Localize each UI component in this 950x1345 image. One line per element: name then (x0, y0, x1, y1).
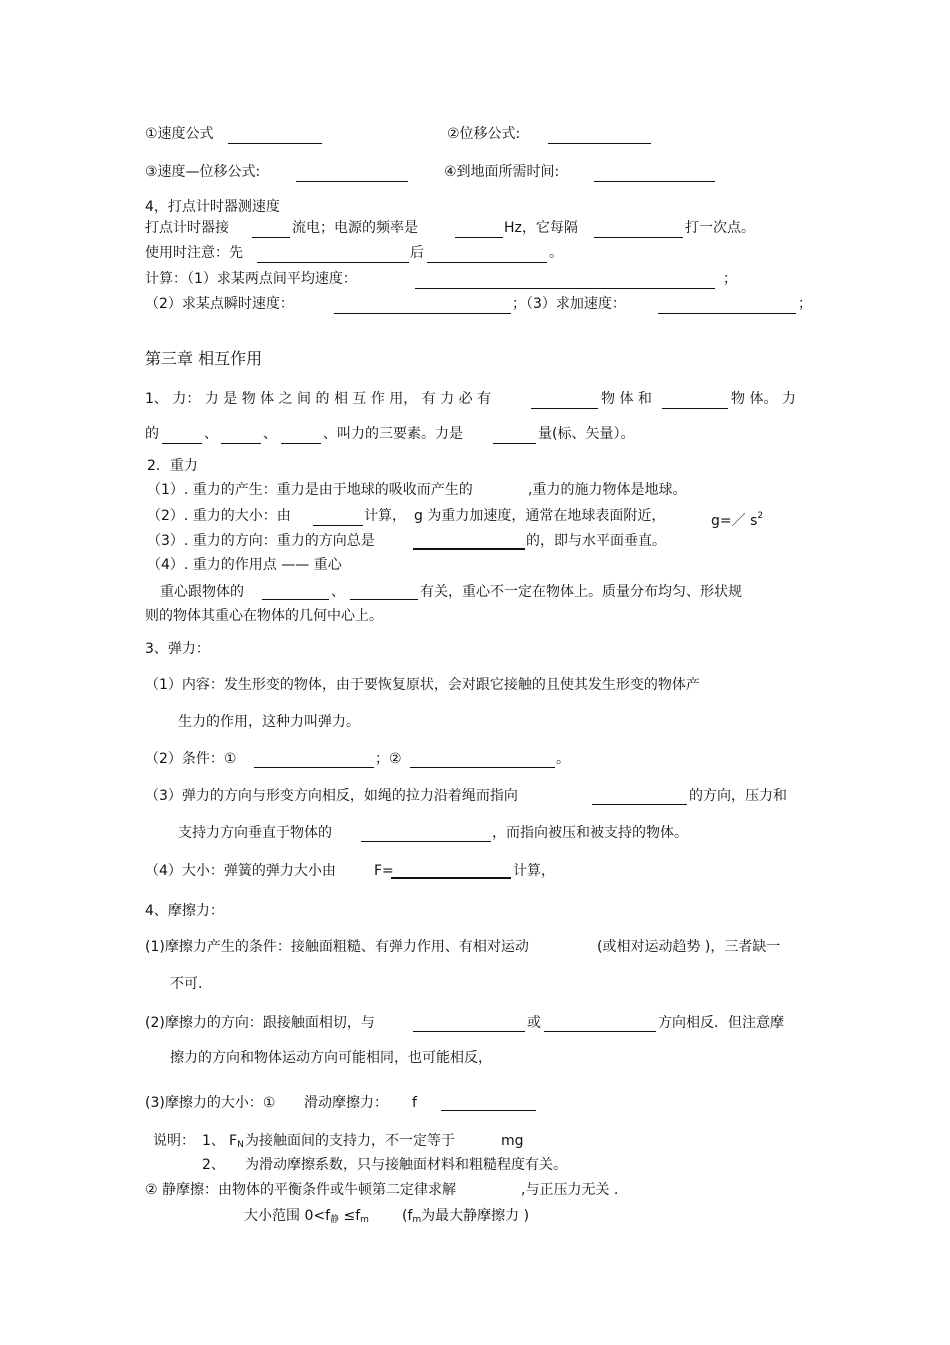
timer-current: 流电；电源的频率是 (292, 220, 418, 236)
timer-connect: 打点计时器接 (145, 220, 229, 236)
timer-accel-semicolon: ； (798, 296, 812, 312)
friction-dir-blank-1 (413, 1031, 525, 1032)
gravity-size-calc: 计算， (364, 508, 406, 524)
friction-heading: 4、摩擦力： (145, 903, 224, 919)
friction-static-tail: ,与正压力无关 . (521, 1182, 619, 1198)
friction-dir-or: 或 (527, 1015, 541, 1031)
gravity-size-blank (313, 525, 363, 526)
friction-static-lead: ② 静摩擦：由物体的平衡条件或牛顿第二定律求解 (145, 1182, 456, 1198)
velocity-displacement-label: ③速度—位移公式: (145, 164, 261, 180)
elastic-dir-1: （3）弹力的方向与形变方向相反，如绳的拉力沿着绳而指向 (145, 788, 518, 804)
timer-avg-blank (415, 288, 715, 289)
elastic-size-lead: （4）大小：弹簧的弹力大小由 (145, 863, 336, 879)
elastic-content-2: 生力的作用，这种力叫弹力。 (178, 714, 360, 730)
elastic-dir-blank-1 (592, 804, 687, 805)
gravity-center-line2: 则的物体其重心在物体的几何中心上。 (145, 608, 383, 624)
timer-dot-once: 打一次点。 (685, 220, 755, 236)
timer-frequency-blank (455, 237, 503, 238)
friction-cond-1-tail: (或相对运动趋势 )，三者缺一 (597, 939, 781, 955)
elastic-cond-end: 。 (556, 751, 570, 767)
gravity-center-lead: 重心跟物体的 (160, 584, 244, 600)
elastic-cond-mid: ；② (375, 751, 402, 767)
elastic-dir-2-tail: ，而指向被压和被支持的物体。 (492, 825, 688, 841)
timer-instant-blank (334, 313, 511, 314)
gravity-center-blank-2 (350, 599, 418, 600)
gravity-center-comma: 、 (331, 584, 345, 600)
gravity-size-lead: （2）. 重力的大小：由 (147, 508, 291, 524)
displacement-formula-label: ②位移公式: (447, 126, 521, 142)
timer-current-blank (252, 237, 290, 238)
gravity-direction-blank (413, 548, 525, 550)
gravity-center-tail: 有关，重心不一定在物体上。质量分布均匀、形状规 (420, 584, 742, 600)
velocity-displacement-blank (296, 181, 408, 182)
gravity-center-blank-1 (262, 599, 329, 600)
chapter-title: 第三章 相互作用 (145, 349, 263, 368)
elastic-heading: 3、弹力： (145, 641, 210, 657)
timer-calc-instant: （2）求某点瞬时速度： (145, 296, 294, 312)
elastic-cond-lead: （2）条件：① (145, 751, 237, 767)
force-element-blank-2 (221, 443, 261, 444)
gravity-g-desc: g 为重力加速度，通常在地球表面附近， (414, 508, 666, 524)
friction-size-lead: (3)摩擦力的大小：① (145, 1095, 276, 1111)
timer-heading: 4，打点计时器测速度 (145, 199, 280, 215)
gravity-g-value: g=／ $s^2$ (711, 511, 764, 529)
force-comma-1: 、 (204, 426, 218, 442)
timer-after-blank (427, 262, 547, 263)
force-of: 的 (145, 426, 159, 442)
elastic-size-f: F= (374, 863, 394, 879)
friction-range-note: ($f_m$为最大静摩擦力 ) (402, 1208, 530, 1225)
friction-dir-1-tail: 方向相反．但注意摩 (658, 1015, 784, 1031)
force-object-blank-2 (662, 408, 728, 409)
gravity-origin-tail: ,重力的施力物体是地球。 (528, 482, 687, 498)
friction-note-label: 说明： (153, 1133, 195, 1149)
elastic-dir-2: 支持力方向垂直于物体的 (178, 825, 332, 841)
friction-note-2-text: 为滑动摩擦系数，只与接触面材料和粗糙程度有关。 (245, 1157, 567, 1173)
elastic-size-tail: 计算， (513, 863, 555, 879)
elastic-content-1: （1）内容：发生形变的物体，由于要恢复原状，会对跟它接触的且使其发生形变的物体产 (145, 677, 700, 693)
friction-cond-1: (1)摩擦力产生的条件：接触面粗糙、有弹力作用、有相对运动 (145, 939, 529, 955)
timer-note-first: 使用时注意：先 (145, 245, 243, 261)
elastic-size-blank (391, 877, 511, 879)
force-object-and: 物 体 和 (601, 391, 652, 407)
friction-dir-blank-2 (544, 1031, 656, 1032)
elastic-dir-1-tail: 的方向，压力和 (689, 788, 787, 804)
time-to-ground-blank (594, 181, 715, 182)
force-object-blank-1 (531, 408, 598, 409)
force-quantity: 量(标、矢量）。 (538, 426, 635, 442)
friction-cond-2: 不可. (170, 976, 203, 992)
friction-note-2-num: 2、 (202, 1157, 225, 1173)
friction-range: 大小范围 $0<f_静 \le f_m$ (244, 1208, 369, 1225)
velocity-formula-label: ①速度公式 (145, 126, 214, 142)
elastic-dir-blank-2 (361, 841, 491, 842)
force-three-elements: 、叫力的三要素。力是 (323, 426, 463, 442)
displacement-formula-blank (548, 143, 651, 144)
timer-first-blank (257, 262, 409, 263)
force-element-blank-3 (281, 443, 321, 444)
elastic-cond-blank-2 (410, 767, 555, 768)
elastic-cond-blank-1 (254, 767, 374, 768)
force-comma-2: 、 (263, 426, 277, 442)
friction-note-1-text: 为接触面间的支持力，不一定等于 (245, 1133, 455, 1149)
timer-note-after: 后 (410, 245, 424, 261)
gravity-origin: （1）. 重力的产生：重力是由于地球的吸收而产生的 (147, 482, 473, 498)
timer-interval-blank (594, 237, 683, 238)
gravity-direction: （3）. 重力的方向：重力的方向总是 (147, 533, 375, 549)
friction-note-1-mg: mg (501, 1133, 524, 1149)
friction-sliding-blank (441, 1110, 536, 1111)
friction-note-1-fn: $F_N$ (229, 1133, 244, 1150)
time-to-ground-label: ④到地面所需时间: (444, 164, 560, 180)
force-element-blank-1 (162, 443, 202, 444)
timer-note-period: 。 (549, 245, 563, 261)
gravity-heading: 2．重力 (147, 458, 198, 474)
friction-dir-1: (2)摩擦力的方向：跟接触面相切，与 (145, 1015, 375, 1031)
timer-calc-avg: 计算：（1）求某两点间平均速度： (145, 271, 357, 287)
friction-f-symbol: f (412, 1095, 417, 1111)
friction-sliding: 滑动摩擦力： (304, 1095, 388, 1111)
timer-accel-blank (658, 313, 796, 314)
friction-dir-2: 擦力的方向和物体运动方向可能相同，也可能相反， (170, 1050, 492, 1066)
force-lead: 1、 力： 力 是 物 体 之 间 的 相 互 作 用， 有 力 必 有 (145, 391, 492, 407)
timer-hz: Hz，它每隔 (504, 220, 578, 236)
gravity-point: （4）. 重力的作用点 —— 重心 (147, 557, 342, 573)
velocity-formula-blank (228, 143, 322, 144)
timer-avg-semicolon: ； (723, 271, 737, 287)
timer-calc-accel: ；（3）求加速度： (512, 296, 626, 312)
friction-note-1-num: 1、 (202, 1133, 225, 1149)
gravity-direction-tail: 的，即与水平面垂直。 (526, 533, 666, 549)
force-object-force: 物 体。 力 (731, 391, 796, 407)
force-quantity-blank (493, 443, 536, 444)
